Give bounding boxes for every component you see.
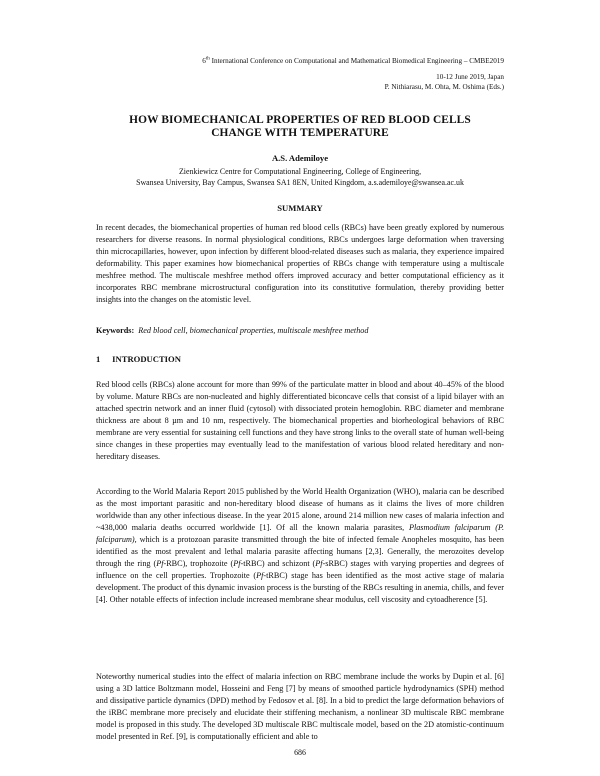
- summary-heading: SUMMARY: [277, 203, 323, 213]
- conference-editors: P. Nithiarasu, M. Ohta, M. Oshima (Eds.): [384, 83, 504, 91]
- section-title: INTRODUCTION: [112, 354, 181, 364]
- section-heading-introduction: [96, 354, 181, 364]
- intro-p2-part-e: -sRBC) stages with varying properties and degrees of influence on the cell properties. Trophozoite (: [96, 559, 505, 580]
- pf-abbrev-4: Pf: [256, 571, 264, 580]
- pf-abbrev-2: Pf: [233, 559, 241, 568]
- intro-p2-part-a: According to the World Malaria Report 2015 published by the World Health Organization (WHO), malaria can be described as the most important parasitic and non-hereditary blood disease of humans as it claims the lives of more children worldwide than any other infectious disease. In the year 2015 alone, around 214 million new cases of malaria infection and ~438,000 malaria deaths occurred worldwide [1]. Of all the known malaria parasites,: [96, 487, 504, 532]
- conference-ordinal: 6: [202, 57, 206, 65]
- paper-title-line-1: HOW BIOMECHANICAL PROPERTIES OF RED BLOOD CELLS: [129, 114, 471, 126]
- conference-header: [44, 56, 504, 66]
- intro-p2-part-f: -tRBC) stage has been identified as the most active stage of malaria development. The product of this dynamic invasion process is the bursting of the RBCs resulting in anemia, chills, and fever [4]. Other notable effects of infection include increased membrane shear modulus, cell viscosity and cytoadherence [5].: [96, 571, 504, 604]
- intro-p2-part-d: -tRBC) and schizont (: [240, 559, 316, 568]
- species-name: Plasmodium falciparum (P. falciparum): [96, 523, 504, 544]
- keywords-label: Keywords:: [96, 326, 135, 335]
- conference-name: International Conference on Computational and Mathematical Biomedical Engineering – CMBE2019: [211, 57, 504, 65]
- paper-title: [96, 114, 504, 140]
- section-number: 1: [96, 354, 101, 364]
- intro-paragraph-1: Red blood cells (RBCs) alone account for more than 99% of the particulate matter in blood and about 40–45% of the blood by volume. Mature RBCs are non-nucleated and highly differentiated biconcave cells that consist of a lipid bilayer with an attached spectrin network and an inner fluid (cytosol) with dissociated protein hemoglobin. RBC diameter and membrane thickness are about 8 µm and 10 nm, respectively. The biomechanical properties and biorheological behaviors of RBC membrane are very essential for sustaining cell functions and they have strong links to the overall state of human well-being since changes in these properties may eventually lead to the manifestation of various blood related hereditary and non-hereditary diseases.: [96, 380, 504, 461]
- affiliation-line-2: Swansea University, Bay Campus, Swansea SA1 8EN, United Kingdom, a.s.ademiloye@swansea.ac.uk: [136, 178, 464, 187]
- intro-paragraph-3: Noteworthy numerical studies into the effect of malaria infection on RBC membrane include the works by Dupin et al. [6] using a 3D lattice Boltzmann model, Hosseini and Feng [7] by means of smoothed particle hydrodynamics (SPH) method and dissipative particle dynamics (DPD) method by Fedosov et al. [8]. In a bid to predict the large deformation behaviors of the iRBC membrane more precisely and elucidate their stiffening mechanism, a nonlinear 3D multiscale RBC membrane model is proposed in this study. The developed 3D multiscale RBC multiscale model, based on the 2D atomistic-continuum model presented in Ref. [9], is computationally efficient and able to: [96, 672, 504, 741]
- conference-dates: 10-12 June 2019, Japan: [436, 73, 504, 81]
- author-name: A.S. Ademiloye: [271, 153, 329, 163]
- intro-p2-part-b: , which is a protozoan parasite transmitted through the bite of infected female Anopheles mosquito, has been identified as the most prevalent and lethal malaria parasite affecting humans [2,3]. Generally, the merozoites develop through the ring (: [96, 535, 504, 568]
- summary-paragraph: In recent decades, the biomechanical properties of human red blood cells (RBCs) have been greatly explored by numerous researchers for diverse reasons. In normal physiological conditions, RBCs undergoes large deformation when traversing thin microcapillaries, however, upon infection by different blood-related diseases such as malaria, they experience impaired deformability. This paper examines how biomechanical properties of RBCs change with temperature using a multiscale meshfree method. The multiscale meshfree method offers improved accuracy and better computational efficiency as it incorporates RBC membrane microstructural configuration into its constitutive formulation, thereby providing better insights into the changes on the atomistic level.: [96, 223, 504, 304]
- affiliation-line-1: Zienkiewicz Centre for Computational Engineering, College of Engineering,: [178, 167, 422, 176]
- keywords-text: Red blood cell, biomechanical properties, multiscale meshfree method: [138, 326, 369, 335]
- pf-abbrev-1: Pf: [156, 559, 164, 568]
- paper-title-line-2: CHANGE WITH TEMPERATURE: [211, 127, 389, 139]
- page-number: 686: [294, 748, 306, 757]
- conference-ordinal-suffix: th: [205, 56, 210, 62]
- intro-p2-part-c: -RBC), trophozoite (: [163, 559, 234, 568]
- intro-paragraph-2: [96, 486, 504, 606]
- pf-abbrev-3: Pf: [315, 559, 323, 568]
- keywords-line: [96, 326, 504, 335]
